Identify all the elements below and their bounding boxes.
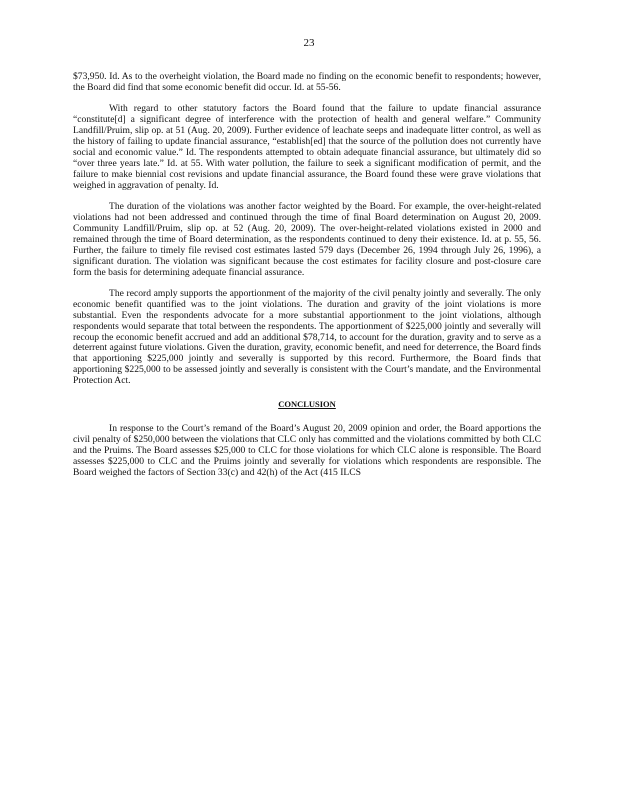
paragraph-economic-benefit: $73,950. Id. As to the overheight violation, the Board made no finding on the economic benefit to respondents; however, the Board did find that some economic benefit did occur. Id. at 55-56.	[73, 71, 541, 93]
conclusion-heading	[73, 399, 541, 410]
conclusion-heading-text: CONCLUSION	[278, 399, 336, 410]
document-body	[73, 72, 541, 489]
paragraph-apportionment: The record amply supports the apportionment of the majority of the civil penalty jointly and severally. The only economic benefit quantified was to the joint violations. The duration and gravity of the joint violations is more substantial. Even the respondents advocate for a more substantial apportionment to the joint violations, although respondents would separate that total between the respondents. The apportionment of $225,000 jointly and severally will recoup the economic benefit accrued and add an additional $78,714, to account for the duration, gravity and to serve as a deterrent against future violations. Given the duration, gravity, economic benefit, and need for deterrence, the Board finds that apportioning $225,000 jointly and severally is supported by this record. Furthermore, the Board finds that apportioning $225,000 to be assessed jointly and severally is consistent with the Court’s mandate, and the Environmental Protection Act.	[73, 287, 541, 387]
paragraph-conclusion: In response to the Court’s remand of the Board’s August 20, 2009 opinion and order, the Board apportions the civil penalty of $250,000 between the violations that CLC only has committed and the violations committed by both CLC and the Pruims. The Board assesses $25,000 to CLC for those violations for which CLC alone is responsible. The Board assesses $225,000 to CLC and the Pruims jointly and severally for violations which respondents are responsible. The Board weighed the factors of Section 33(c) and 42(h) of the Act (415 ILCS	[73, 422, 541, 478]
page-number: 23	[303, 37, 315, 49]
paragraph-duration: The duration of the violations was another factor weighted by the Board. For example, the over-height-related violations had not been addressed and continued through the time of final Board determination on August 20, 2009. Community Landfill/Pruim, slip op. at 52 (Aug. 20, 2009). The over-height-related violations existed in 2000 and remained through the time of Board determination, as the respondents continued to deny their existence. Id. at p. 55, 56. Further, the failure to timely file revised cost estimates lasted 579 days (December 26, 1994 through July 26, 1996), a significant duration. The violation was significant because the cost estimates for facility closure and post-closure care form the basis for determining adequate financial assurance.	[73, 201, 541, 278]
paragraph-statutory-factors: With regard to other statutory factors the Board found that the failure to update financial assurance “constitute[d] a significant degree of interference with the protection of health and general welfare.” Community Landfill/Pruim, slip op. at 51 (Aug. 20, 2009). Further evidence of leachate seeps and inadequate litter control, as well as the history of failing to update financial assurance, “establish[ed] that the source of the pollution does not currently have social and economic value.” Id. The respondents attempted to obtain adequate financial assurance, but ultimately did so “over three years late.” Id. at 55. With water pollution, the failure to seek a significant modification of permit, and the failure to make biennial cost revisions and update financial assurance, the Board found these were grave violations that weighed in aggravation of penalty. Id.	[73, 103, 541, 191]
